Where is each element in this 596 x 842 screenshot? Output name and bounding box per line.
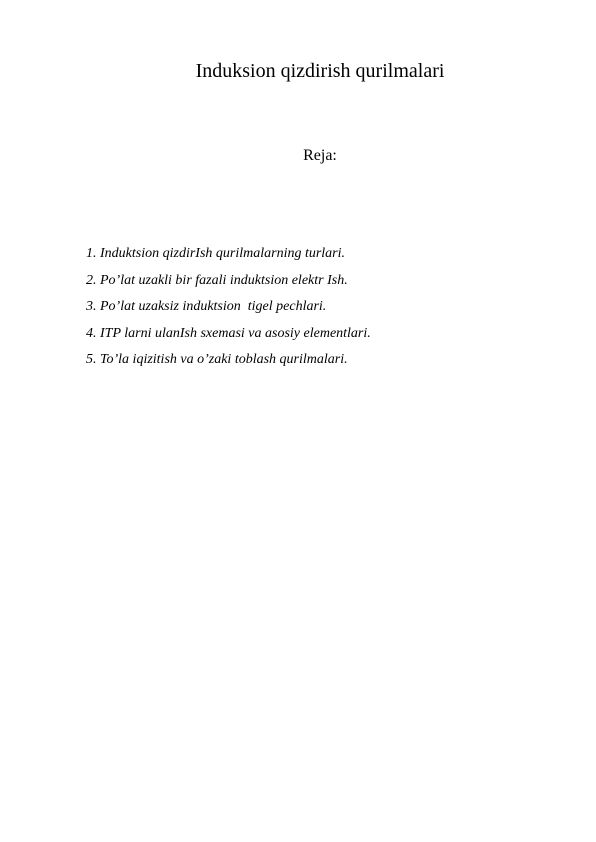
document-title: Induksion qizdirish qurilmalari — [195, 60, 445, 82]
plan-list — [86, 241, 566, 374]
plan-heading: Reja: — [303, 147, 337, 164]
plan-item-2: 2. Po’lat uzakli bir fazali induktsion elektr Ish. — [86, 272, 348, 288]
plan-item-1: 1. Induktsion qizdirIsh qurilmalarning turlari. — [86, 246, 346, 261]
plan-item-5: 5. To’la iqizitish va o’zaki toblash qurilmalari. — [86, 352, 348, 367]
plan-item-4: 4. ITP larni ulanIsh sxemasi va asosiy elementlari. — [86, 325, 371, 341]
plan-item-3: 3. Po’lat uzaksiz induktsion tigel pechlari. — [86, 299, 327, 314]
